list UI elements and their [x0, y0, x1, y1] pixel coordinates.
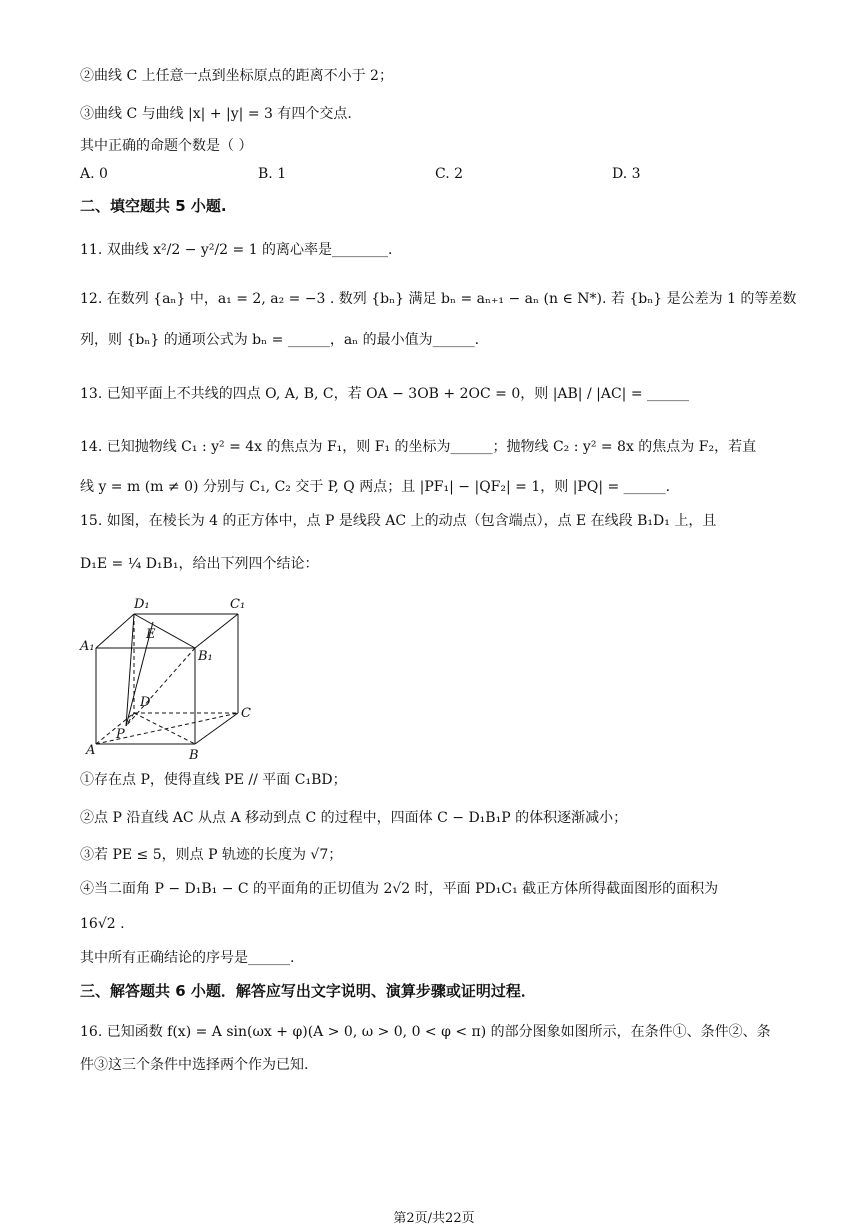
label-a1: A₁: [80, 639, 95, 654]
question-14-line-1: 14. 已知抛物线 C₁ : y² = 4x 的焦点为 F₁，则 F₁ 的坐标为______；抛物线 C₂ : y² = 8x 的焦点为 F₂，若直: [80, 439, 757, 455]
question-prompt: 其中正确的命题个数是（ ）: [80, 138, 253, 154]
label-e: E: [146, 627, 156, 642]
section-heading-fill-in: 二、填空题共 5 小题.: [80, 197, 227, 215]
section-heading-solutions: 三、解答题共 6 小题．解答应写出文字说明、演算步骤或证明过程．: [80, 982, 536, 1000]
option-d: D. 3: [612, 166, 641, 182]
option-a: A. 0: [80, 166, 108, 182]
statement-2: ②曲线 C 上任意一点到坐标原点的距离不小于 2；: [80, 68, 393, 84]
label-d1: D₁: [134, 597, 150, 612]
question-15-line-1: 15. 如图，在棱长为 4 的正方体中，点 P 是线段 AC 上的动点（包含端点），点 E 在线段 B₁D₁ 上，且: [80, 513, 717, 529]
conclusion-2: ②点 P 沿直线 AC 从点 A 移动到点 C 的过程中，四面体 C − D₁B₁P 的体积逐渐减小；: [80, 810, 628, 826]
page-footer: 第2页/共22页: [393, 1211, 475, 1226]
answer-prompt: 其中所有正确结论的序号是______.: [80, 950, 295, 966]
question-15-line-2: D₁E = ¼ D₁B₁，给出下列四个结论：: [80, 556, 319, 572]
question-13: 13. 已知平面上不共线的四点 O, A, B, C，若 OA − 3OB + 2OC = 0，则 |AB| / |AC| = ______: [80, 386, 690, 402]
conclusion-4-line-1: ④当二面角 P − D₁B₁ − C 的平面角的正切值为 2√2 时，平面 PD₁C₁ 截正方体所得截面图形的面积为: [80, 881, 719, 897]
question-16-line-2: 件③这三个条件中选择两个作为已知.: [80, 1057, 309, 1073]
conclusion-3: ③若 PE ≤ 5，则点 P 轨迹的长度为 √7；: [80, 847, 343, 863]
label-a: A: [86, 743, 96, 758]
label-p: P: [116, 727, 125, 742]
option-c: C. 2: [435, 166, 464, 182]
conclusion-4-line-2: 16√2 .: [80, 916, 125, 932]
question-11: 11. 双曲线 x²/2 − y²/2 = 1 的离心率是________.: [80, 242, 393, 258]
label-b1: B₁: [198, 649, 213, 664]
statement-3: ③曲线 C 与曲线 |x| + |y| = 3 有四个交点.: [80, 106, 352, 122]
cube-figure: [78, 592, 268, 762]
question-12-line-2: 列，则 {bₙ} 的通项公式为 bₙ = ______，aₙ 的最小值为______.: [80, 332, 480, 348]
conclusion-1: ①存在点 P，使得直线 PE // 平面 C₁BD；: [80, 772, 347, 788]
question-16-line-1: 16. 已知函数 f(x) = A sin(ωx + φ)(A > 0, ω > 0, 0 < φ < π) 的部分图象如图所示，在条件①、条件②、条: [80, 1024, 771, 1040]
option-b: B. 1: [258, 166, 287, 182]
question-14-line-2: 线 y = m (m ≠ 0) 分别与 C₁, C₂ 交于 P, Q 两点；且 |PF₁| − |QF₂| = 1，则 |PQ| = ______.: [80, 479, 671, 495]
question-12-line-1: 12. 在数列 {aₙ} 中，a₁ = 2, a₂ = −3 . 数列 {bₙ} 满足 bₙ = aₙ₊₁ − aₙ (n ∈ N*). 若 {bₙ} 是公差为 1 的等差数: [80, 291, 797, 307]
label-b: B: [189, 748, 199, 762]
label-d: D: [140, 695, 151, 710]
label-c1: C₁: [230, 597, 246, 612]
label-c: C: [241, 706, 251, 721]
